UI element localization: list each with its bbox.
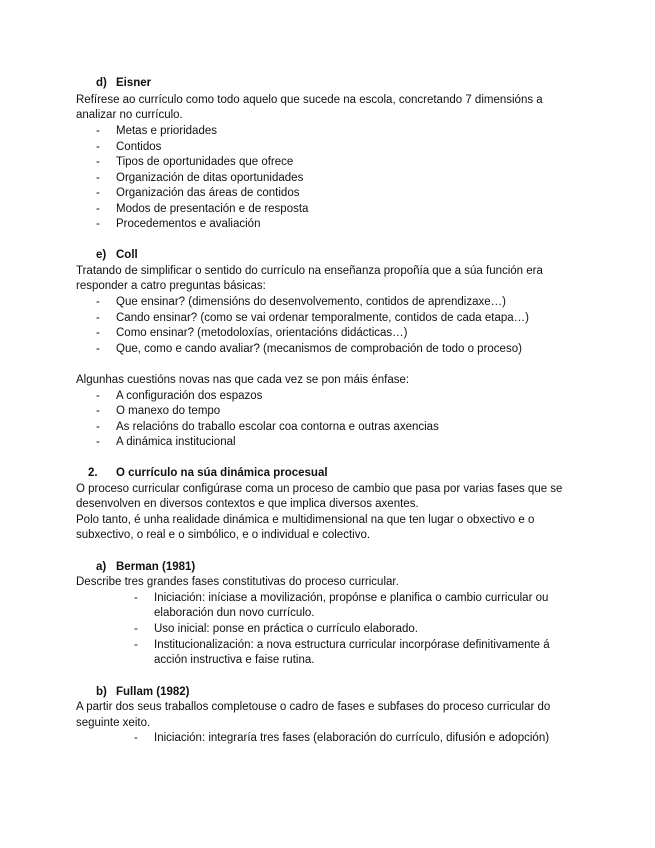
berman-item2: Uso inicial: ponse en práctica o currículo elaborado. (154, 623, 419, 635)
novas-item: A configuración dos espazos (116, 390, 263, 402)
fullam-item1: Iniciación: integraría tres fases (elaboración do currículo, difusión e adopción) (154, 732, 550, 744)
coll-item: Cando ensinar? (como se vai ordenar temporalmente, contidos de cada etapa…) (116, 312, 529, 324)
berman-intro: Describe tres grandes fases constitutivas do proceso curricular. (76, 576, 399, 588)
coll-item: Que ensinar? (dimensións do desenvolvemento, contidos de aprendizaxe…) (116, 296, 506, 308)
bullet-dash: - (96, 203, 100, 215)
eisner-item: Contidos (116, 141, 162, 153)
eisner-item: Organización das áreas de contidos (116, 187, 300, 199)
berman-item1-line2: elaboración dun novo currículo. (154, 607, 315, 619)
coll-intro-line2: responder a catro preguntas básicas: (76, 280, 266, 292)
bullet-dash: - (134, 623, 138, 635)
berman-item3-line1: Institucionalización: a nova estructura curricular incorpórase definitivamente á (154, 639, 550, 651)
section2-para1-line1: O proceso curricular configúrase coma un proceso de cambio que pasa por varias fases que se (76, 483, 563, 495)
bullet-dash: - (96, 296, 100, 308)
coll-item: Que, como e cando avaliar? (mecanismos de comprobación de todo o proceso) (116, 343, 522, 355)
section2-title: O currículo na súa dinámica procesual (116, 467, 328, 479)
bullet-dash: - (96, 421, 100, 433)
eisner-item: Metas e prioridades (116, 125, 217, 137)
eisner-item: Modos de presentación e de resposta (116, 203, 309, 215)
fullam-heading: Fullam (1982) (116, 686, 190, 698)
bullet-dash: - (134, 639, 138, 651)
eisner-intro-line1: Refírese ao currículo como todo aquelo que sucede na escola, concretando 7 dimensións a (76, 94, 543, 106)
bullet-dash: - (96, 187, 100, 199)
bullet-dash: - (134, 732, 138, 744)
bullet-dash: - (96, 405, 100, 417)
novas-item: O manexo do tempo (116, 405, 221, 417)
coll-intro-line1: Tratando de simplificar o sentido do currículo na enseñanza propoñía que a súa función era (76, 265, 543, 277)
eisner-heading: Eisner (116, 77, 152, 89)
eisner-item: Procedementos e avaliación (116, 218, 261, 230)
coll-item: Como ensinar? (metodoloxías, orientacións didácticas…) (116, 327, 408, 339)
section2-para1-line2: desenvolven en diversos contextos e que implica diversos axentes. (76, 498, 419, 510)
eisner-item: Organización de ditas oportunidades (116, 172, 304, 184)
berman-marker: a) (96, 561, 107, 573)
eisner-intro-line2: analizar no currículo. (76, 109, 183, 121)
bullet-dash: - (96, 327, 100, 339)
bullet-dash: - (96, 436, 100, 448)
bullet-dash: - (96, 172, 100, 184)
eisner-item: Tipos de oportunidades que ofrece (116, 156, 294, 168)
novas-item: A dinámica institucional (116, 436, 236, 448)
section2-para2-line1: Polo tanto, é unha realidade dinámica e multidimensional na que ten lugar o obxectivo e o (76, 514, 535, 526)
fullam-intro-line1: A partir dos seus traballos completouse o cadro de fases e subfases do proceso curricular do (76, 701, 551, 713)
fullam-intro-line2: seguinte xeito. (76, 717, 151, 729)
berman-item1-line1: Iniciación: iníciase a movilización, propónse e planifica o cambio curricular ou (154, 592, 549, 604)
coll-marker: e) (96, 249, 107, 261)
bullet-dash: - (96, 343, 100, 355)
bullet-dash: - (96, 390, 100, 402)
novas-item: As relacións do traballo escolar coa contorna e outras axencias (116, 421, 439, 433)
coll-heading: Coll (116, 249, 138, 261)
eisner-marker: d) (96, 77, 107, 89)
novas-intro: Algunhas cuestións novas nas que cada vez se pon máis énfase: (76, 374, 410, 386)
section2-para2-line2: subxectivo, o real e o simbólico, e o individual e colectivo. (76, 529, 371, 541)
berman-item3-line2: acción instructiva e faise rutina. (154, 654, 315, 666)
bullet-dash: - (96, 125, 100, 137)
bullet-dash: - (96, 218, 100, 230)
bullet-dash: - (96, 141, 100, 153)
berman-heading: Berman (1981) (116, 561, 196, 573)
bullet-dash: - (134, 592, 138, 604)
section2-number: 2. (88, 467, 98, 479)
fullam-marker: b) (96, 686, 107, 698)
bullet-dash: - (96, 312, 100, 324)
bullet-dash: - (96, 156, 100, 168)
